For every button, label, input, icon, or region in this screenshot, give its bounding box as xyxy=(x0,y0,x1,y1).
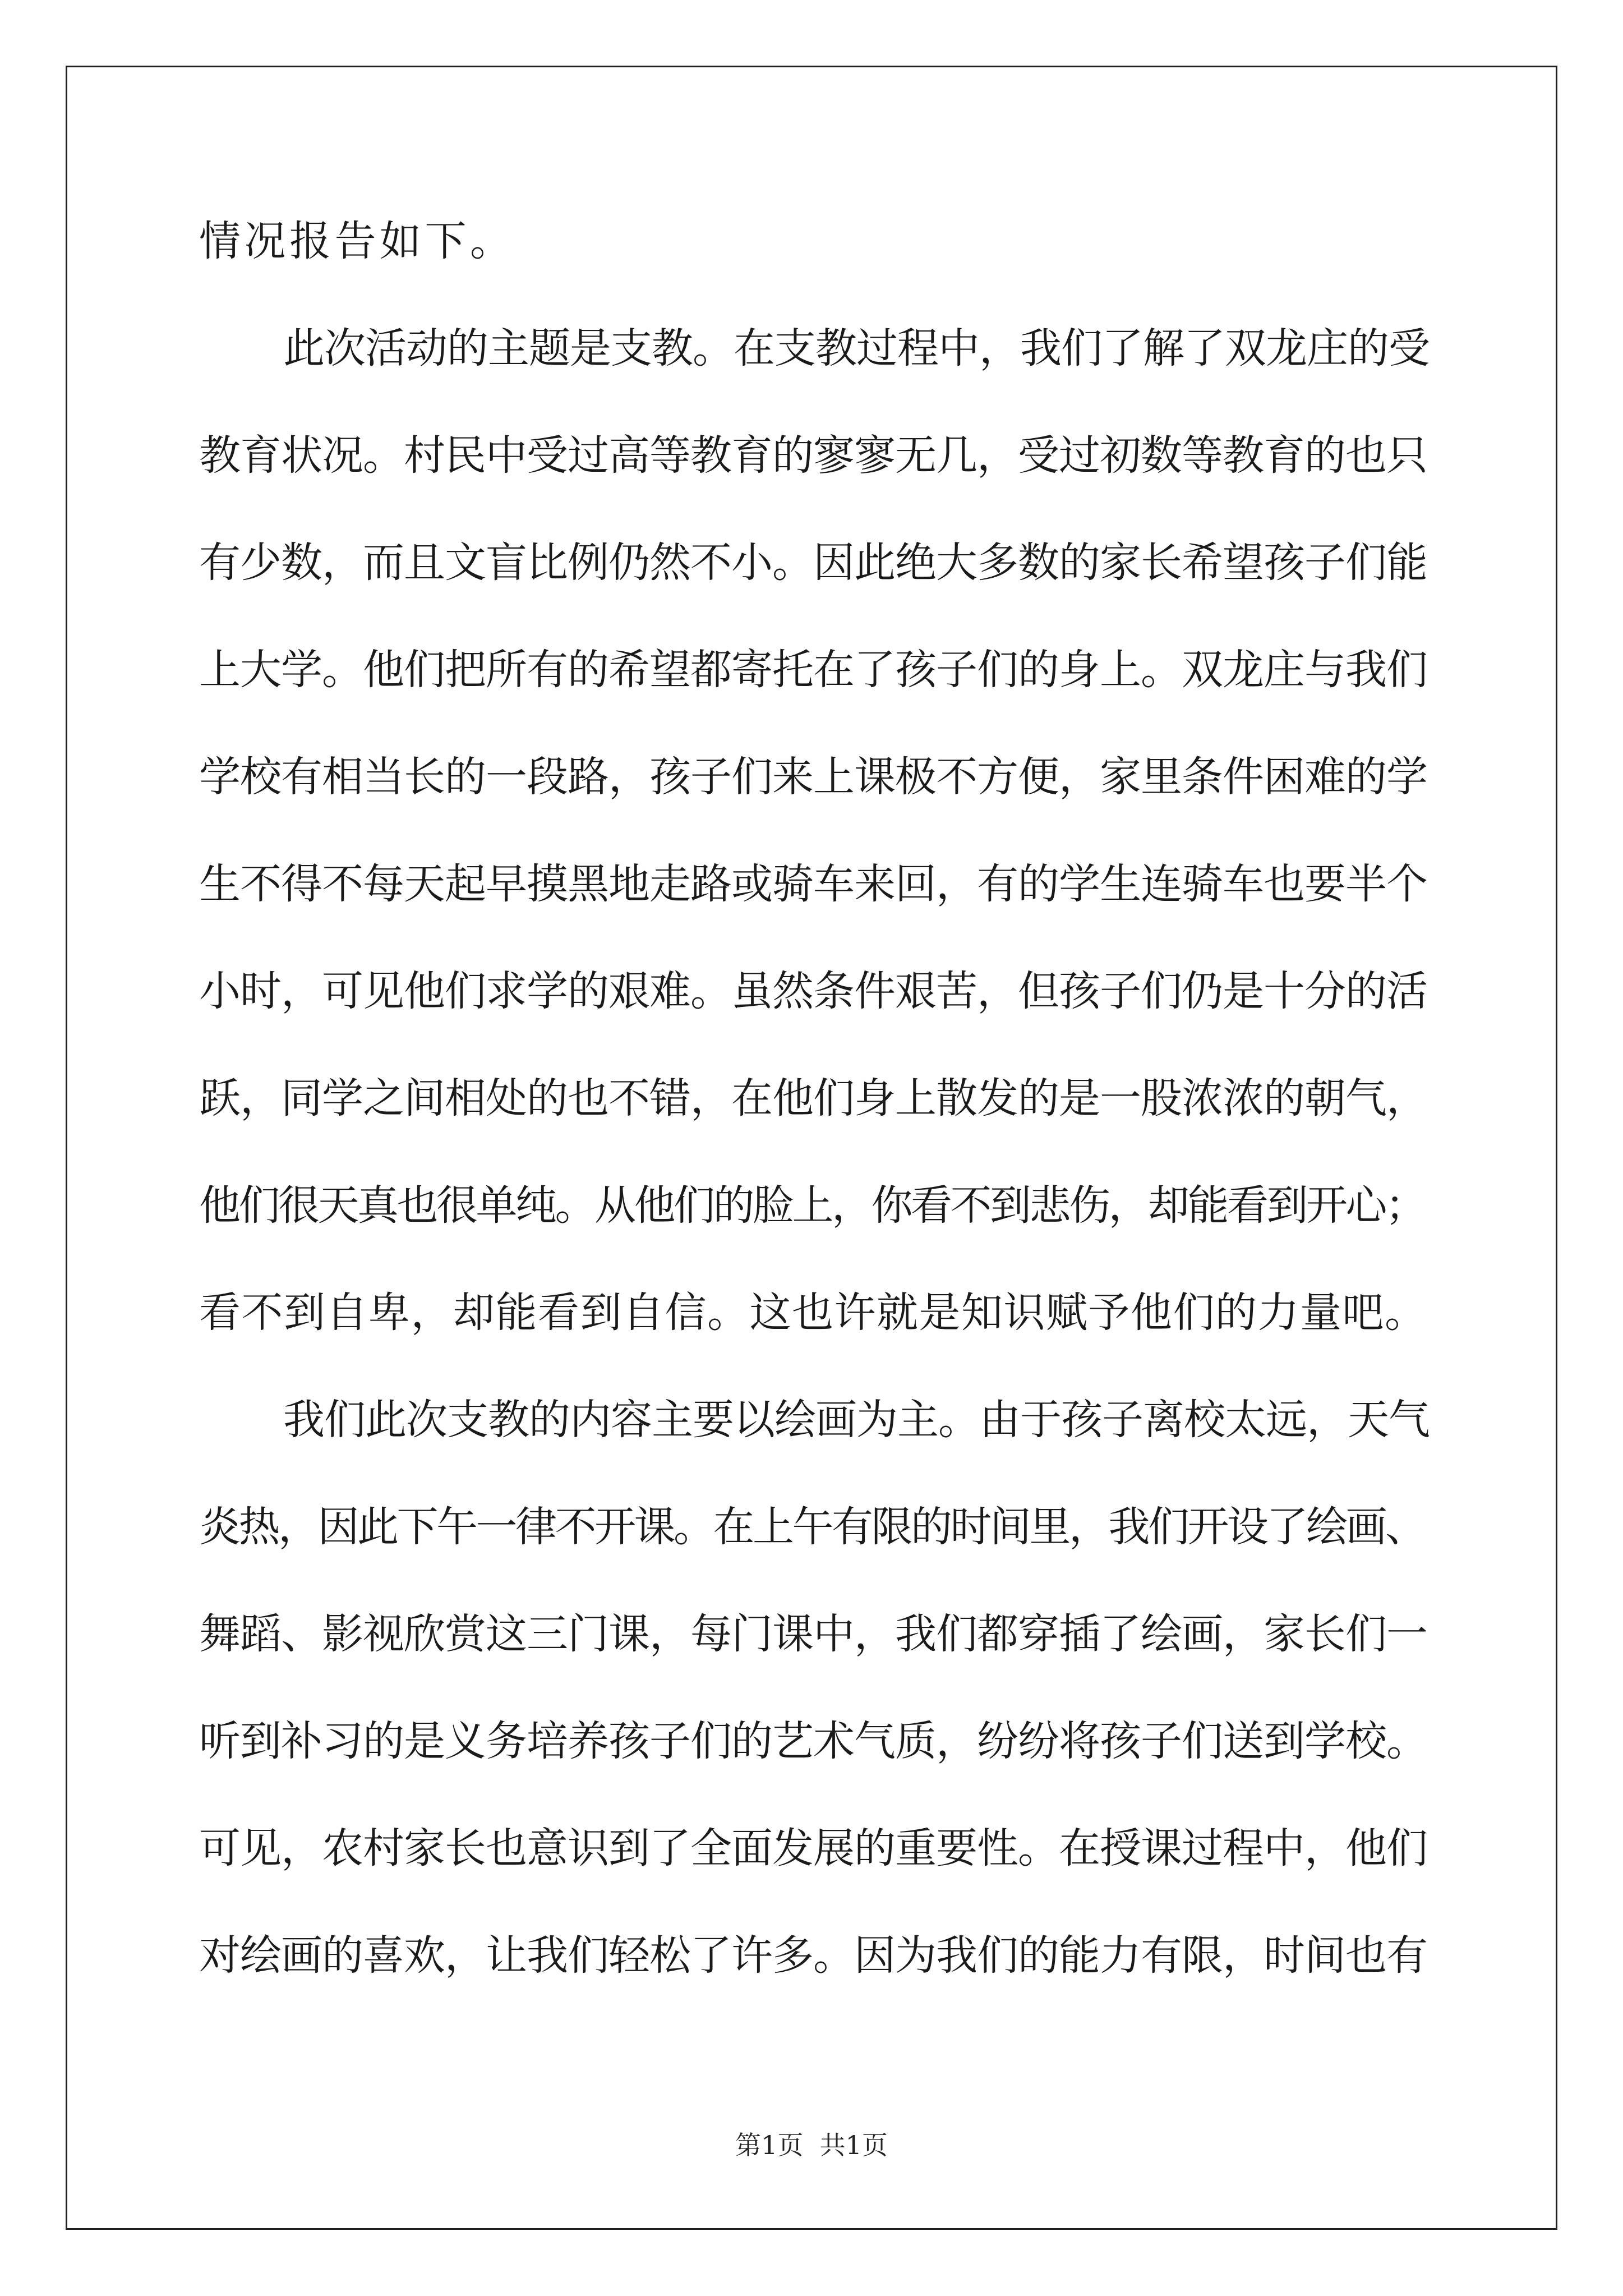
text-line: 舞蹈、影视欣赏这三门课，每门课中，我们都穿插了绘画，家长们一 xyxy=(199,1610,1427,1658)
page-number-footer: 第1页 共1页 xyxy=(735,2130,888,2160)
text-line: 此次活动的主题是支教。在支教过程中，我们了解了双龙庄的受 xyxy=(283,324,1430,372)
text-line: 有少数，而且文盲比例仍然不小。因此绝大多数的家长希望孩子们能 xyxy=(199,539,1427,587)
text-line: 我们此次支教的内容主要以绘画为主。由于孩子离校太远，天气 xyxy=(283,1396,1430,1444)
text-line: 听到补习的是义务培养孩子们的艺术气质，纷纷将孩子们送到学校。 xyxy=(199,1717,1427,1765)
text-line: 他们很天真也很单纯。从他们的脸上，你看不到悲伤，却能看到开心； xyxy=(199,1181,1425,1230)
text-line: 学校有相当长的一段路，孩子们来上课极不方便，家里条件困难的学 xyxy=(199,753,1427,801)
text-line: 生不得不每天起早摸黑地走路或骑车来回，有的学生连骑车也要半个 xyxy=(199,860,1427,908)
text-line: 上大学。他们把所有的希望都寄托在了孩子们的身上。双龙庄与我们 xyxy=(199,646,1427,694)
text-line: 炎热，因此下午一律不开课。在上午有限的时间里，我们开设了绘画、 xyxy=(199,1503,1425,1551)
text-line: 对绘画的喜欢，让我们轻松了许多。因为我们的能力有限，时间也有 xyxy=(199,1931,1427,1980)
text-line: 看不到自卑，却能看到自信。这也许就是知识赋予他们的力量吧。 xyxy=(199,1289,1427,1337)
body-text xyxy=(199,213,1430,2035)
text-line: 情况报告如下。 xyxy=(199,217,515,265)
text-line: 小时，可见他们求学的艰难。虽然条件艰苦，但孩子们仍是十分的活 xyxy=(199,967,1427,1015)
text-line: 可见，农村家长也意识到了全面发展的重要性。在授课过程中，他们 xyxy=(199,1824,1427,1872)
text-line: 教育状况。村民中受过高等教育的寥寥无几，受过初数等教育的也只 xyxy=(199,431,1427,480)
text-line: 跃，同学之间相处的也不错，在他们身上散发的是一股浓浓的朝气， xyxy=(199,1074,1427,1122)
